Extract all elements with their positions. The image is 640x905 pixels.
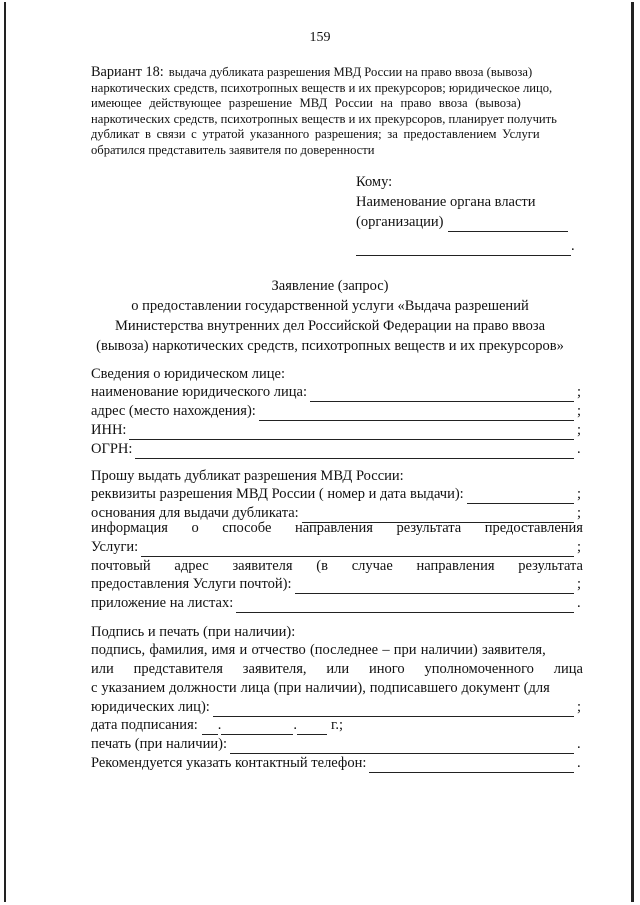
word: информация bbox=[91, 520, 168, 536]
signing-date-label: дата подписания: bbox=[91, 717, 198, 733]
legal-heading: Сведения о юридическом лице: bbox=[91, 366, 285, 382]
signature-line-4: юридических лиц): bbox=[91, 699, 210, 715]
semicolon: ; bbox=[577, 505, 582, 521]
date-month-field[interactable] bbox=[221, 721, 293, 735]
address-field[interactable] bbox=[259, 406, 574, 421]
word: заявителя bbox=[232, 558, 293, 574]
intro-line-1-text: выдача дубликата разрешения МВД России на право ввоза (вывоза) bbox=[168, 65, 533, 79]
statement-subtitle-1: о предоставлении государственной услуги «Выдача разрешений bbox=[131, 298, 529, 314]
intro-line-5: дубликат в связи с утратой указанного разрешения; за предоставлением Услуги bbox=[91, 127, 540, 141]
dot: . bbox=[577, 755, 581, 771]
semicolon: ; bbox=[577, 422, 582, 438]
legal-name-field[interactable] bbox=[310, 387, 574, 402]
postal-address-label-2: предоставления Услуги почтой): bbox=[91, 576, 292, 592]
intro-line-6: обратился представитель заявителя по доверенности bbox=[91, 142, 375, 157]
word: заявителя, bbox=[242, 661, 307, 677]
statement-subtitle-2: Министерства внутренних дел Российской Федерации на право ввоза bbox=[114, 318, 546, 334]
postal-address-field[interactable] bbox=[295, 579, 575, 594]
inn-label: ИНН: bbox=[91, 422, 127, 438]
addressee-to: Кому: bbox=[356, 174, 393, 190]
stamp-label: печать (при наличии): bbox=[91, 736, 227, 752]
intro-line-1 bbox=[169, 65, 583, 81]
variant-label: Вариант 18: bbox=[91, 64, 164, 80]
phone-label: Рекомендуется указать контактный телефон: bbox=[91, 755, 367, 771]
dot: . bbox=[577, 736, 581, 752]
word: направления bbox=[416, 558, 495, 574]
page-number: 159 bbox=[309, 30, 331, 45]
grounds-label: основания для выдачи дубликата: bbox=[91, 505, 299, 521]
attachment-label: приложение на листах: bbox=[91, 595, 234, 611]
word: результата bbox=[396, 520, 462, 536]
dot: . bbox=[577, 441, 581, 457]
addressee-block bbox=[356, 172, 582, 256]
date-day-field[interactable] bbox=[202, 721, 218, 735]
dot: . bbox=[217, 717, 222, 733]
addressee-org-label-2: (организации) bbox=[356, 214, 444, 230]
semicolon: ; bbox=[577, 403, 582, 419]
delivery-method-field[interactable] bbox=[141, 542, 574, 557]
intro-line-2: наркотических средств, психотропных веществ и их прекурсоров; юридическое лицо, bbox=[91, 80, 553, 95]
dot: . bbox=[577, 595, 581, 611]
addressee-org-label: Наименование органа власти bbox=[356, 194, 536, 210]
permit-details-field[interactable] bbox=[467, 489, 574, 504]
addressee-extra-field[interactable] bbox=[356, 242, 571, 256]
word: направления bbox=[294, 520, 373, 536]
intro-line-4: наркотических средств, психотропных веществ и их прекурсоров, планирует получить bbox=[91, 111, 557, 126]
word: адрес bbox=[174, 558, 209, 574]
word: о bbox=[191, 520, 199, 536]
addressee-dot: . bbox=[571, 238, 575, 254]
semicolon: ; bbox=[577, 486, 582, 502]
inn-field[interactable] bbox=[129, 425, 574, 440]
address-label: адрес (место нахождения): bbox=[91, 403, 256, 419]
phone-field[interactable] bbox=[369, 758, 574, 773]
statement-title: Заявление (запрос) bbox=[271, 278, 389, 294]
semicolon: ; bbox=[577, 576, 582, 592]
word: (в bbox=[316, 558, 328, 574]
signature-line-3: с указанием должности лица (при наличии), подписавшего документ (для bbox=[91, 680, 550, 696]
semicolon: ; bbox=[577, 539, 582, 555]
signature-line-1: подпись, фамилия, имя и отчество (последнее – при наличии) заявителя, bbox=[91, 642, 546, 658]
word: или bbox=[91, 661, 114, 677]
legal-name-label: наименование юридического лица: bbox=[91, 384, 307, 400]
request-heading: Прошу выдать дубликат разрешения МВД России: bbox=[91, 468, 404, 484]
word: случае bbox=[351, 558, 393, 574]
permit-details-label: реквизиты разрешения МВД России ( номер и дата выдачи): bbox=[91, 486, 464, 502]
attachment-field[interactable] bbox=[236, 598, 574, 613]
word: иного bbox=[369, 661, 405, 677]
intro-paragraph bbox=[91, 65, 583, 158]
postal-address-label bbox=[91, 556, 583, 576]
word: предоставления bbox=[484, 520, 583, 536]
dot: . bbox=[293, 717, 298, 733]
signature-line-2 bbox=[91, 659, 583, 679]
signature-heading: Подпись и печать (при наличии): bbox=[91, 624, 296, 640]
service-label: Услуги: bbox=[91, 539, 139, 555]
word: уполномоченного bbox=[424, 661, 534, 677]
word: результата bbox=[518, 558, 583, 574]
delivery-info-label bbox=[91, 518, 583, 538]
stamp-field[interactable] bbox=[230, 739, 574, 754]
semicolon: ; bbox=[577, 384, 582, 400]
statement-subtitle-3: (вывоза) наркотических средств, психотропных веществ и их прекурсоров» bbox=[96, 338, 564, 354]
intro-line-3: имеющее действующее разрешение МВД России на право ввоза (вывоза) bbox=[91, 96, 521, 110]
word: представителя bbox=[133, 661, 223, 677]
year-suffix: г.; bbox=[331, 717, 343, 733]
word: почтовый bbox=[91, 558, 151, 574]
semicolon: ; bbox=[577, 699, 582, 715]
word: лица bbox=[553, 661, 583, 677]
word: или bbox=[326, 661, 350, 677]
date-year-field[interactable] bbox=[297, 721, 327, 735]
ogrn-field[interactable] bbox=[135, 444, 574, 459]
addressee-org-field[interactable] bbox=[448, 218, 568, 232]
ogrn-label: ОГРН: bbox=[91, 441, 133, 457]
word: способе bbox=[222, 520, 272, 536]
